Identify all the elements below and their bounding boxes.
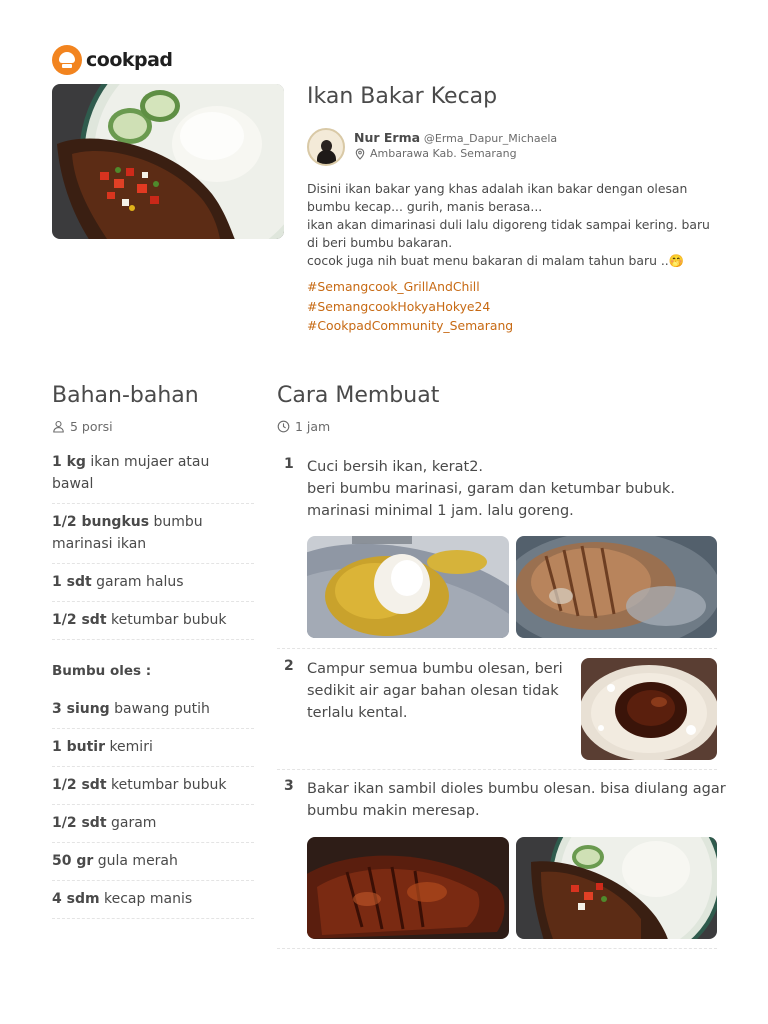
ingredient-text: garam halus bbox=[91, 574, 184, 590]
step-photo[interactable] bbox=[307, 536, 509, 638]
location-pin-icon bbox=[354, 148, 366, 160]
clock-icon bbox=[277, 420, 290, 433]
ingredient-item bbox=[52, 767, 254, 805]
description-line: bumbu kecap... gurih, manis berasa... bbox=[307, 199, 543, 214]
recipe-title: Ikan Bakar Kecap bbox=[307, 84, 498, 109]
ingredient-qty: 1 sdt bbox=[52, 574, 92, 590]
ingredient-item bbox=[52, 602, 254, 640]
chef-hat-icon bbox=[52, 45, 82, 75]
ingredient-item bbox=[52, 691, 254, 729]
ingredient-qty: 1/2 sdt bbox=[52, 777, 107, 793]
step-photo[interactable] bbox=[516, 837, 717, 939]
ingredient-text: kemiri bbox=[105, 739, 153, 755]
ingredients-title: Bahan-bahan bbox=[52, 383, 199, 408]
step-2 bbox=[277, 658, 717, 770]
hashtag-link[interactable]: #CookpadCommunity_Semarang bbox=[307, 318, 514, 333]
step-line: Campur semua bumbu olesan, beri bbox=[307, 661, 563, 677]
ingredient-item bbox=[52, 444, 254, 504]
hashtag-link[interactable]: #SemangcookHokyaHokye24 bbox=[307, 298, 491, 314]
author-avatar[interactable] bbox=[307, 128, 345, 166]
ingredient-item bbox=[52, 564, 254, 602]
ingredient-group-title: Bumbu oles : bbox=[52, 663, 152, 679]
ingredient-text: garam bbox=[106, 815, 157, 831]
ingredient-item bbox=[52, 504, 254, 564]
cook-duration: 1 jam bbox=[295, 418, 331, 434]
step-number: 2 bbox=[284, 658, 294, 674]
description-line: ikan akan dimarinasi duli lalu digoreng tidak sampai kering. baru bbox=[307, 217, 710, 232]
servings: 5 porsi bbox=[70, 418, 113, 434]
hashtag-link[interactable]: #Semangcook_GrillAndChill bbox=[307, 279, 480, 294]
author-name[interactable]: Nur Erma bbox=[354, 130, 421, 145]
step-1 bbox=[277, 456, 717, 649]
ingredient-text: gula merah bbox=[93, 853, 178, 869]
logo-text: cookpad bbox=[86, 49, 173, 71]
step-line: Bakar ikan sambil dioles bumbu olesan. bisa diulang agar bbox=[307, 781, 726, 797]
steps-section bbox=[277, 383, 726, 819]
person-icon bbox=[52, 420, 65, 433]
step-photo[interactable] bbox=[516, 536, 717, 638]
step-photo[interactable] bbox=[581, 658, 717, 760]
ingredient-item bbox=[52, 843, 254, 881]
step-line: marinasi minimal 1 jam. lalu goreng. bbox=[307, 503, 574, 519]
ingredient-qty: 50 gr bbox=[52, 853, 94, 869]
step-line: sedikit air agar bahan olesan tidak bbox=[307, 683, 559, 699]
step-text bbox=[307, 456, 675, 522]
description-line: di beri bumbu bakaran. bbox=[307, 235, 453, 250]
ingredient-qty: 1/2 sdt bbox=[52, 612, 107, 628]
step-line: beri bumbu marinasi, garam dan ketumbar bubuk. bbox=[307, 481, 675, 497]
cookpad-logo[interactable] bbox=[52, 45, 173, 75]
step-line: bumbu makin meresap. bbox=[307, 803, 480, 819]
step-text bbox=[307, 658, 563, 724]
step-line: Cuci bersih ikan, kerat2. bbox=[307, 459, 484, 475]
ingredient-qty: 3 siung bbox=[52, 701, 110, 717]
ingredient-text: kecap manis bbox=[99, 891, 193, 907]
ingredient-text: ketumbar bubuk bbox=[106, 612, 227, 628]
ingredient-item bbox=[52, 881, 254, 919]
step-line: terlalu kental. bbox=[307, 705, 408, 721]
author-handle: @Erma_Dapur_Michaela bbox=[423, 132, 558, 145]
author-location: Ambarawa Kab. Semarang bbox=[370, 147, 517, 160]
ingredient-qty: 4 sdm bbox=[52, 891, 100, 907]
step-photo[interactable] bbox=[307, 837, 509, 939]
ingredient-item bbox=[52, 805, 254, 843]
ingredient-item bbox=[52, 729, 254, 767]
hashtag-list bbox=[307, 277, 513, 336]
ingredient-text: ketumbar bubuk bbox=[106, 777, 227, 793]
ingredient-text: bawang putih bbox=[109, 701, 210, 717]
ingredient-qty: 1/2 sdt bbox=[52, 815, 107, 831]
ingredient-qty: 1/2 bungkus bbox=[52, 514, 150, 530]
step-text bbox=[307, 778, 726, 822]
recipe-description bbox=[307, 180, 717, 270]
ingredients-section bbox=[52, 383, 254, 919]
step-3 bbox=[277, 778, 726, 949]
description-line: Disini ikan bakar yang khas adalah ikan bakar dengan olesan bbox=[307, 181, 688, 196]
step-number: 3 bbox=[284, 778, 294, 794]
ingredient-qty: 1 butir bbox=[52, 739, 105, 755]
author-card[interactable] bbox=[307, 128, 557, 166]
recipe-hero-image bbox=[52, 84, 284, 239]
description-line: cocok juga nih buat menu bakaran di malam tahun baru ..🤭 bbox=[307, 253, 685, 268]
ingredient-text: bumbu marinasi ikan bbox=[52, 514, 203, 552]
step-number: 1 bbox=[284, 456, 294, 472]
ingredient-text: ikan mujaer atau bawal bbox=[52, 454, 210, 492]
ingredient-qty: 1 kg bbox=[52, 454, 86, 470]
steps-title: Cara Membuat bbox=[277, 383, 440, 408]
